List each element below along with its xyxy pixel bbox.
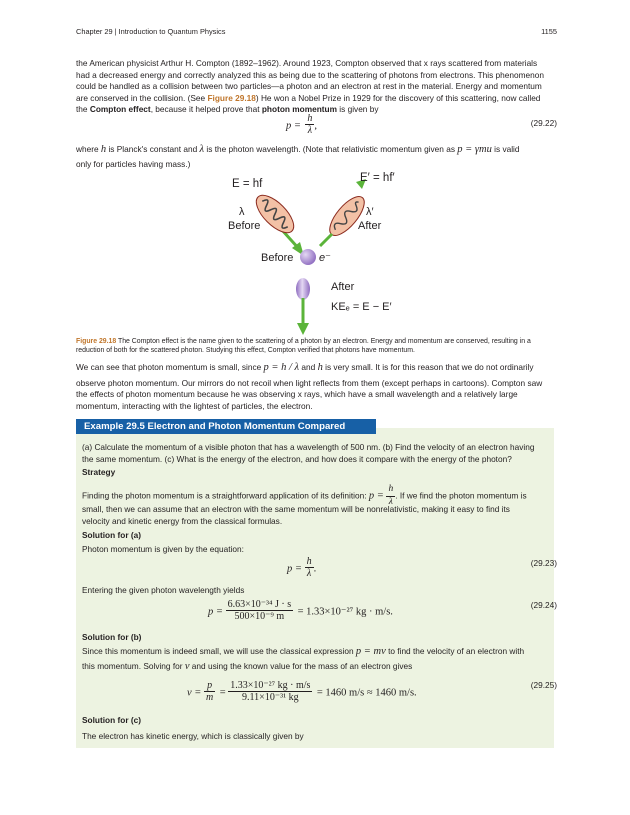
solution-c-heading: Solution for (c)	[82, 715, 141, 725]
label-electron: e⁻	[319, 252, 331, 264]
solution-a-heading: Solution for (a)	[82, 530, 141, 540]
page-number: 1155	[541, 27, 557, 36]
solution-b-text: Since this momentum is indeed small, we will use the classical expression p = mv to find the velocity of an electron with this momentum. Solving for v and using the known value for the mass of an electron gives	[82, 646, 525, 672]
intro-line: had a decreased energy and correctly analyzed this as being due to the scattering of photons from electrons. This phenomenon	[76, 69, 544, 80]
term-photon-momentum: photon momentum	[261, 104, 337, 115]
intro-line: could be handled as a collision between two particles—a photon and an electron at rest in the material. Energy and momentum	[76, 81, 542, 92]
entering-text: Entering the given photon wavelength yields	[82, 585, 245, 595]
figure-caption: Figure 29.18 The Compton effect is the name given to the scattering of a photon by an electron. Energy and momentum are conserved, resulting in a reduction of both for the scattered photon. Studying this effect, Compton verified that photons have momentum.	[76, 338, 531, 355]
solution-a-text: Photon momentum is given by the equation:	[82, 544, 244, 554]
label-before-photon: Before	[228, 220, 261, 232]
strategy-heading: Strategy	[82, 467, 116, 477]
solution-c-text: The electron has kinetic energy, which is classically given by	[82, 731, 304, 741]
label-e-prime: E′ = hf′	[360, 172, 395, 184]
chapter-header: Chapter 29 | Introduction to Quantum Physics	[76, 27, 226, 36]
label-ke: KEₑ = E − E′	[331, 301, 392, 313]
electron-after	[296, 278, 310, 300]
intro-line: the American physicist Arthur H. Compton (1892–1962). Around 1923, Compton observed that x rays scattered from materials	[76, 58, 538, 68]
equation-number: (29.25)	[530, 680, 557, 690]
scattered-arrow	[320, 234, 332, 246]
intro-line: are conserved in the collision. (See Figure 29.18) He won a Nobel Prize in 1929 for the discovery of this scattering, now called	[76, 92, 541, 103]
label-after-electron: After	[331, 281, 355, 293]
equation-number: (29.24)	[530, 600, 557, 610]
example-title: Example 29.5 Electron and Photon Momentum Compared	[76, 419, 376, 434]
example-question: (a) Calculate the momentum of a visible photon that has a wavelength of 500 nm. (b) Find the velocity of an electron having the same momentum. (c) What is the energy of the electron, and how does it compare with the energy of the photon?	[82, 442, 535, 464]
strategy-text-cont: small, then we can assume that an electron with the same momentum will be nonrelativistic, making it easy to find its velocity and kinetic energy from the classical formulas.	[82, 504, 510, 526]
equation-29-24: p = $\frac{\text{6.63×10⁻³⁴ J · s}}{\text{500×10⁻⁹ m}}$ = 1.33×10⁻²⁷ kg · m/s.	[208, 599, 393, 622]
equation-number: (29.23)	[530, 558, 557, 568]
electron-arrowhead	[297, 323, 309, 335]
electron-before	[300, 249, 316, 265]
equation-29-22: p = $\frac{h}{\lambda}$ ,	[286, 113, 318, 136]
equation-29-25: v = $\frac{p}{m}$ = $\frac{\text{1.33×10⁻²⁷ kg · m/s}}{\text{9.11×10⁻³¹ kg}}$ = 1460 m/s ≈ 1460 m/s.	[187, 680, 417, 703]
intro-paragraph	[76, 58, 552, 116]
where-paragraph: where h is Planck's constant and λ is the photon wavelength. (Note that relativistic momentum given as p = γmu is valid only for particles having mass.)	[76, 144, 520, 169]
intro-line: the Compton effect, because it helped prove that photon momentum is given by	[76, 104, 379, 115]
label-after-photon: After	[358, 220, 382, 232]
label-e-hf: E = hf	[232, 178, 263, 190]
figure-link[interactable]: Figure 29.18	[207, 92, 256, 103]
label-before-electron: Before	[261, 252, 294, 264]
solution-b-heading: Solution for (b)	[82, 632, 142, 642]
equation-29-23: p = $\frac{h}{\lambda}$ .	[287, 556, 317, 579]
label-lambda: λ	[239, 206, 245, 218]
strategy-text: Finding the photon momentum is a straightforward application of its definition: p = $\frac{h}{\lambda}$ . If we find the photon momentum is	[82, 484, 527, 507]
equation-number: (29.22)	[530, 118, 557, 128]
momentum-paragraph: We can see that photon momentum is small, since p = h / λ and h is very small. It is for this reason that we do not ordinarily observe photon momentum. Our mirrors do not recoil when light reflects from them (except perhaps in cartoons). Compton saw the effects of photon momentum because he was observing x rays, which have a small wavelength and a relatively large momentum, interacting with the lightest of particles, the electron.	[76, 362, 543, 411]
term-compton-effect: Compton effect	[89, 104, 151, 115]
label-lambda-prime: λ′	[366, 206, 374, 218]
